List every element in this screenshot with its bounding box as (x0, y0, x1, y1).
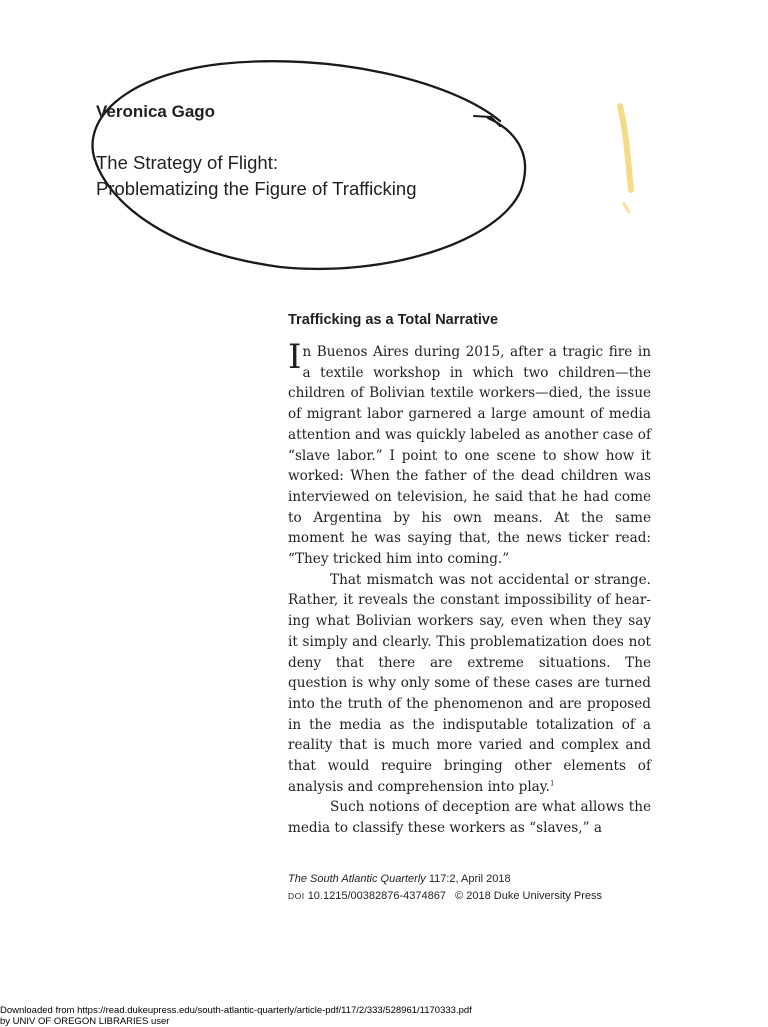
doi-label: DOI (288, 891, 305, 901)
highlighter-dot (624, 204, 629, 212)
article-title-line1: The Strategy of Flight: (96, 152, 279, 173)
paragraph-2-text: That mismatch was not accidental or strange. Rather, it reveals the constant impossibility of hearing what Bolivian workers say, even when they say it simply and clearly. This problematization does not deny that there are extreme situations. The question is why only some of these cases are turned into the truth of the phenomenon and are proposed in the media as the indisputable totalization of a reality that is much more varied and complex and that would require bringing other elements of analysis and comprehension into play. (288, 571, 651, 795)
paragraph-2 (288, 570, 651, 798)
download-url-line[interactable]: Downloaded from https://read.dukeupress.edu/south-atlantic-quarterly/article-pdf/117/2/333/528961/1170333.pdf (0, 1005, 472, 1016)
copyright: © 2018 Duke University Press (455, 890, 602, 902)
journal-name: The South Atlantic Quarterly (288, 873, 426, 885)
paragraph-3-text: Such notions of deception are what allows the media to classify these workers as “slaves,” a (288, 799, 651, 837)
highlighter-mark (620, 106, 631, 190)
section-heading: Trafficking as a Total Narrative (288, 312, 499, 328)
paragraph-3 (288, 797, 651, 838)
pen-annotations (0, 0, 768, 300)
footnote-marker[interactable]: 1 (549, 779, 555, 788)
author-name: Veronica Gago (96, 102, 216, 121)
circle-tail-stroke (474, 116, 500, 126)
drop-cap: I (288, 337, 302, 377)
article-body (288, 337, 651, 839)
article-title-line2: Problematizing the Figure of Trafficking (96, 178, 417, 199)
journal-citation (288, 873, 511, 885)
doi-value[interactable]: 10.1215/00382876-4374867 (307, 890, 446, 902)
paragraph-1-text: n Buenos Aires during 2015, after a tragic fire in a textile workshop in which two children—the children of Bolivian textile workers—died, the issue of migrant labor garnered a large amount of media attention and was quickly labeled as another case of “slave labor.” I point to one scene to show how it worked: When the father of the dead children was interviewed on television, he said that he had come to Argentina by his own means. At the same moment he was saying that, the news ticker read: “They tricked him into coming.” (288, 344, 651, 568)
doi-line (288, 890, 602, 902)
paragraph-1 (288, 337, 651, 570)
journal-issue: 117:2, April 2018 (428, 873, 511, 885)
download-user-line: by UNIV OF OREGON LIBRARIES user (0, 1016, 170, 1027)
